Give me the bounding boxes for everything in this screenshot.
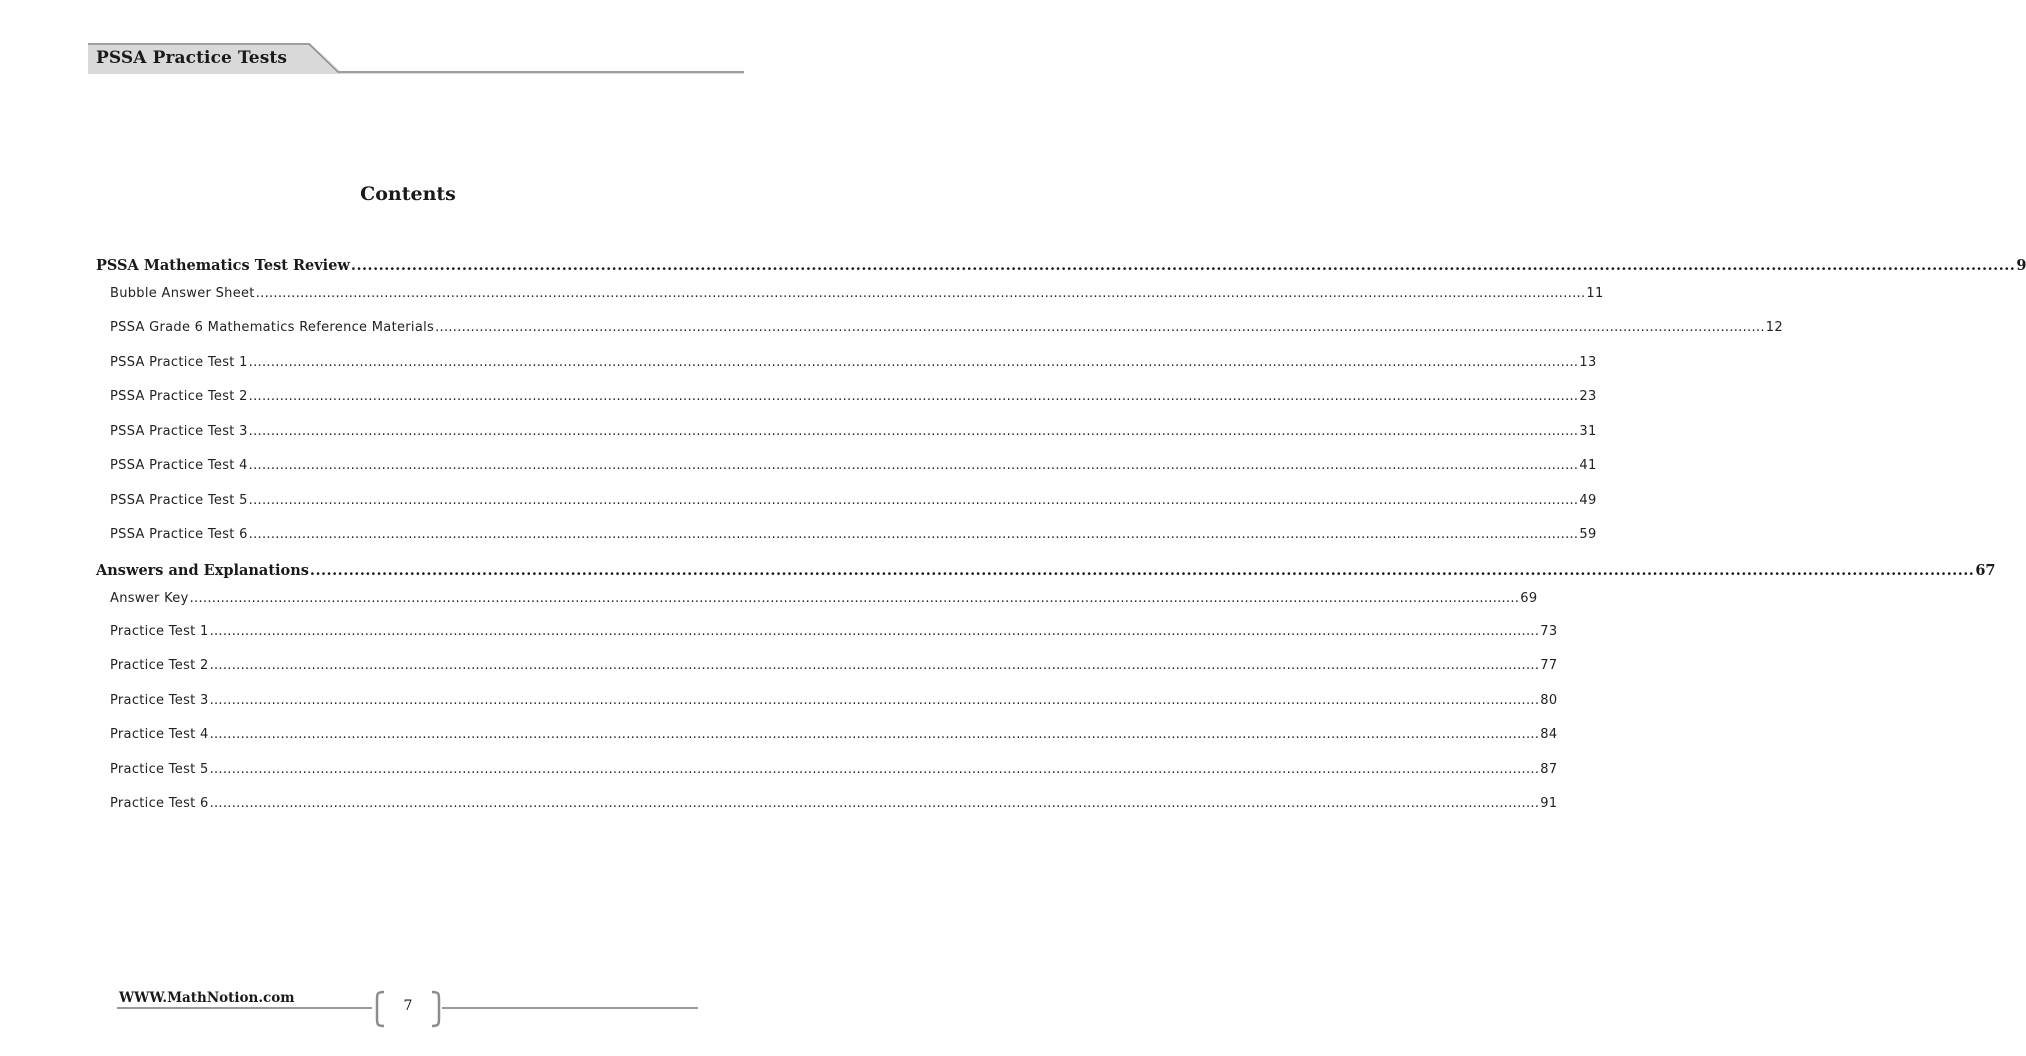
footer-rule-right [442, 1007, 698, 1009]
toc-entry-page: 73 [1540, 624, 1558, 639]
toc-entry-page: 49 [1579, 493, 1597, 508]
toc-leader-dots: ............................................................................................................................................................................................................................................................................................................ [209, 658, 1540, 673]
toc-leader-dots: ............................................................................................................................................................................................................................................................................................................ [248, 424, 1579, 439]
toc-leader-dots: ............................................................................................................................................................................................................................................................................................................ [209, 762, 1540, 777]
toc-leader-dots: ............................................................................................................................................................................................................................................................................................................ [209, 796, 1540, 811]
toc-entry-label: Answer Key [110, 591, 189, 606]
toc-entry-label: Practice Test 6 [110, 796, 209, 811]
toc-entry[interactable] [110, 762, 1558, 780]
toc-section-page: 9 [2016, 257, 2026, 274]
toc-entry-page: 59 [1579, 527, 1597, 542]
toc-entry-label: Practice Test 5 [110, 762, 209, 777]
toc-entry[interactable] [110, 796, 1558, 814]
toc-entry[interactable] [110, 286, 1604, 304]
toc-leader-dots: ............................................................................................................................................................................................................................................................................................................ [209, 624, 1540, 639]
toc-entry-label: PSSA Practice Test 1 [110, 355, 248, 370]
toc-entry-label: PSSA Grade 6 Mathematics Reference Materials [110, 320, 435, 335]
toc-section-page: 67 [1975, 562, 1996, 579]
toc-leader-dots: ............................................................................................................................................................................................................................................................................................................ [189, 591, 1520, 606]
toc-entry[interactable] [110, 527, 1597, 545]
toc-entry-page: 87 [1540, 762, 1558, 777]
header-title: PSSA Practice Tests [96, 48, 287, 68]
toc-entry-page: 31 [1579, 424, 1597, 439]
toc-leader-dots: ............................................................................................................................................................................................................................................................................................................ [435, 320, 1765, 335]
toc-entry-label: PSSA Practice Test 5 [110, 493, 248, 508]
toc-entry[interactable] [110, 658, 1558, 676]
toc-entry-label: Practice Test 3 [110, 693, 209, 708]
toc-entry-label: PSSA Practice Test 4 [110, 458, 248, 473]
toc-entry[interactable] [110, 389, 1597, 407]
page-title: Contents [360, 183, 456, 205]
toc-entry-page: 69 [1520, 591, 1538, 606]
toc-leader-dots: ............................................................................................................................................................................................................................................................................................................ [248, 493, 1579, 508]
toc-entry-page: 12 [1765, 320, 1783, 335]
toc-entry-page: 11 [1586, 286, 1604, 301]
toc-entry-page: 80 [1540, 693, 1558, 708]
page-number: 7 [403, 998, 413, 1014]
toc-leader-dots: ............................................................................................................................................................................................................................................................................................................ [248, 527, 1579, 542]
toc-entry-page: 13 [1579, 355, 1597, 370]
toc-entry-label: PSSA Practice Test 2 [110, 389, 248, 404]
toc-entry[interactable] [110, 727, 1558, 745]
toc-entry[interactable] [110, 493, 1597, 511]
toc-entry-page: 23 [1579, 389, 1597, 404]
toc-leader-dots: ............................................................................................................................................................................................................................................................................................................ [255, 286, 1586, 301]
toc-entry-label: PSSA Practice Test 6 [110, 527, 248, 542]
toc-entry-label: PSSA Practice Test 3 [110, 424, 248, 439]
toc-entry[interactable] [110, 355, 1597, 373]
footer-rule-left [117, 1007, 372, 1009]
toc-leader-dots: ............................................................................................................................................................................................................................................................................................................ [248, 458, 1579, 473]
toc-section-label: Answers and Explanations [96, 562, 309, 579]
toc-leader-dots: ............................................................................................................................................................................................................................................................................................................ [209, 727, 1540, 742]
running-header [88, 43, 744, 75]
toc-entry[interactable] [110, 424, 1597, 442]
toc-entry[interactable] [110, 693, 1558, 711]
footer-website[interactable]: WWW.MathNotion.com [119, 990, 295, 1006]
toc-leader-dots: ............................................................................................................................................................................................................................................................................................................ [309, 562, 1975, 579]
toc-entry-page: 77 [1540, 658, 1558, 673]
toc-entry-label: Practice Test 1 [110, 624, 209, 639]
toc-leader-dots: ............................................................................................................................................................................................................................................................................................................ [350, 257, 2016, 274]
toc-entry[interactable] [110, 591, 1538, 609]
toc-section-test-review[interactable] [96, 257, 2026, 277]
toc-entry[interactable] [110, 320, 1783, 338]
toc-entry-label: Bubble Answer Sheet [110, 286, 255, 301]
toc-entry[interactable] [110, 624, 1558, 642]
toc-entry-page: 41 [1579, 458, 1597, 473]
toc-entry-page: 91 [1540, 796, 1558, 811]
toc-entry[interactable] [110, 458, 1597, 476]
toc-entry-page: 84 [1540, 727, 1558, 742]
toc-section-answers[interactable] [96, 562, 1996, 582]
toc-leader-dots: ............................................................................................................................................................................................................................................................................................................ [209, 693, 1540, 708]
toc-entry-label: Practice Test 2 [110, 658, 209, 673]
toc-leader-dots: ............................................................................................................................................................................................................................................................................................................ [248, 355, 1579, 370]
toc-leader-dots: ............................................................................................................................................................................................................................................................................................................ [248, 389, 1579, 404]
toc-entry-label: Practice Test 4 [110, 727, 209, 742]
toc-section-label: PSSA Mathematics Test Review [96, 257, 350, 274]
